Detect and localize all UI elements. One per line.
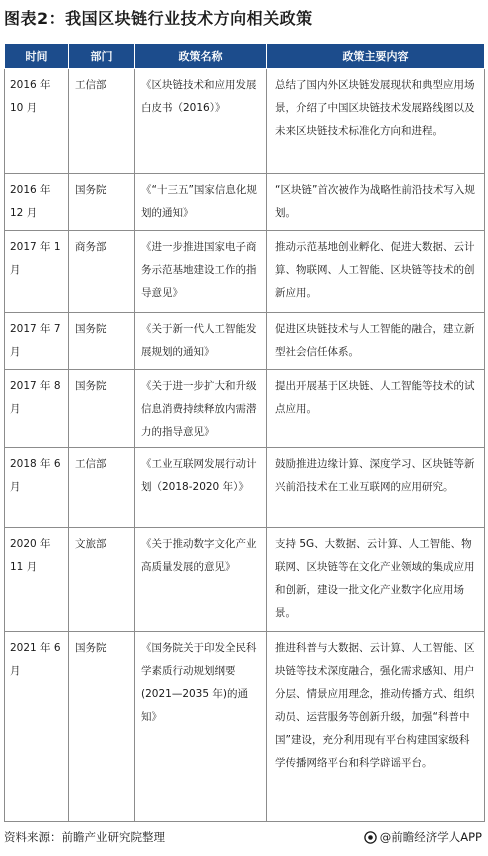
row-policy-content: 总结了国内外区块链发展现状和典型应用场景，介绍了中国区块链技术发展路线图以及未来区块链技术标准化方向和进程。 <box>267 69 485 174</box>
table-row <box>5 632 485 822</box>
header-policy-content: 政策主要内容 <box>267 44 485 69</box>
row-policy-content: 促进区块链技术与人工智能的融合，建立新型社会信任体系。 <box>267 313 485 370</box>
row-policy-name: 《区块链技术和应用发展白皮书（2016）》 <box>135 69 267 174</box>
policy-table <box>4 43 485 822</box>
table-row <box>5 528 485 632</box>
header-policy-name: 政策名称 <box>135 44 267 69</box>
row-policy-name: 《关于新一代人工智能发展规划的通知》 <box>135 313 267 370</box>
row-policy-name: 《进一步推进国家电子商务示范基地建设工作的指导意见》 <box>135 231 267 313</box>
table-row <box>5 448 485 528</box>
header-department: 部门 <box>69 44 135 69</box>
row-department: 文旅部 <box>69 528 135 632</box>
row-policy-content: 推动示范基地创业孵化、促进大数据、云计算、物联网、人工智能、区块链等技术的创新应用。 <box>267 231 485 313</box>
table-row <box>5 69 485 174</box>
table-row <box>5 174 485 231</box>
row-policy-content: 支持 5G、大数据、云计算、人工智能、物联网、区块链等在文化产业领域的集成应用和创新，建设一批文化产业数字化应用场景。 <box>267 528 485 632</box>
row-policy-name: 《关于推动数字文化产业高质量发展的意见》 <box>135 528 267 632</box>
row-department: 国务院 <box>69 632 135 822</box>
table-row <box>5 231 485 313</box>
table-header-row <box>5 44 485 69</box>
row-time: 2017 年 8 月 <box>5 370 69 448</box>
row-policy-content: 推进科普与大数据、云计算、人工智能、区块链等技术深度融合，强化需求感知、用户分层、情景应用理念，推动传播方式、组织动员、运营服务等创新升级，加强“科普中国”建设，充分利用现有平台构建国家级科学传播网络平台和科学辟谣平台。 <box>267 632 485 822</box>
row-policy-content: “区块链”首次被作为战略性前沿技术写入规划。 <box>267 174 485 231</box>
row-policy-name: 《“十三五”国家信息化规划的通知》 <box>135 174 267 231</box>
source-note: 资料来源：前瞻产业研究院整理 <box>4 830 165 844</box>
row-time: 2018 年 6 月 <box>5 448 69 528</box>
row-time: 2020 年 11 月 <box>5 528 69 632</box>
row-department: 国务院 <box>69 174 135 231</box>
row-policy-content: 提出开展基于区块链、人工智能等技术的试点应用。 <box>267 370 485 448</box>
row-department: 工信部 <box>69 69 135 174</box>
row-department: 工信部 <box>69 448 135 528</box>
row-department: 商务部 <box>69 231 135 313</box>
table-row <box>5 370 485 448</box>
qianzhan-logo-icon <box>364 831 377 844</box>
row-policy-content: 鼓励推进边缘计算、深度学习、区块链等新兴前沿技术在工业互联网的应用研究。 <box>267 448 485 528</box>
row-time: 2021 年 6 月 <box>5 632 69 822</box>
row-time: 2017 年 1 月 <box>5 231 69 313</box>
row-department: 国务院 <box>69 370 135 448</box>
row-time: 2016 年 10 月 <box>5 69 69 174</box>
brand-attribution <box>364 829 482 845</box>
row-time: 2017 年 7 月 <box>5 313 69 370</box>
header-time: 时间 <box>5 44 69 69</box>
row-policy-name: 《工业互联网发展行动计划（2018-2020 年）》 <box>135 448 267 528</box>
chart-title: 图表2：我国区块链行业技术方向相关政策 <box>4 9 313 28</box>
row-policy-name: 《关于进一步扩大和升级信息消费持续释放内需潜力的指导意见》 <box>135 370 267 448</box>
row-policy-name: 《国务院关于印发全民科学素质行动规划纲要(2021—2035 年)的通知》 <box>135 632 267 822</box>
brand-label: @前瞻经济学人APP <box>379 830 482 844</box>
row-department: 国务院 <box>69 313 135 370</box>
row-time: 2016 年 12 月 <box>5 174 69 231</box>
table-row <box>5 313 485 370</box>
